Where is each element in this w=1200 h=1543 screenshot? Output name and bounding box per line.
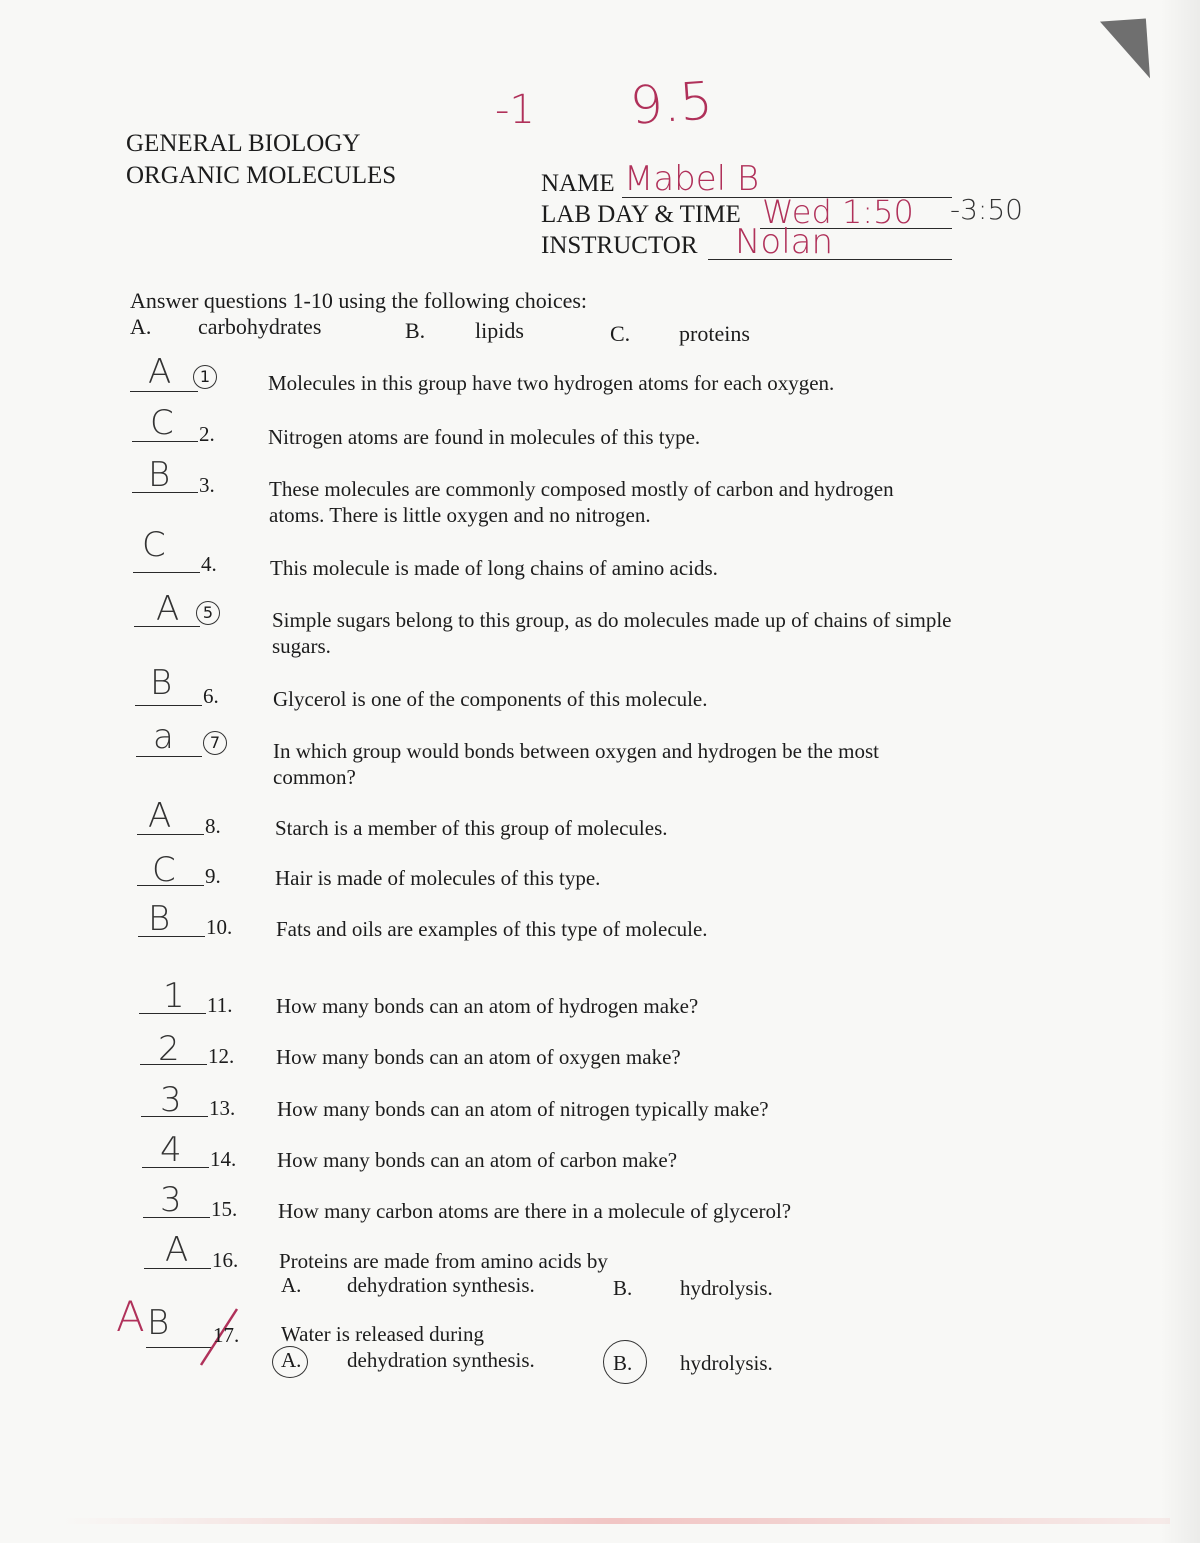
answer-6: B	[150, 663, 173, 703]
question-text-12: How many bonds can an atom of oxygen make?	[276, 1045, 681, 1069]
question-number: 10.	[206, 915, 233, 939]
q17-choice-a-letter: A.	[281, 1348, 302, 1372]
answer-8: A	[148, 796, 172, 836]
question-number: 13.	[209, 1096, 236, 1120]
q17-choice-b-label: hydrolysis.	[680, 1351, 773, 1375]
answer-5: A	[156, 589, 180, 629]
grade-deduction: -1	[495, 87, 535, 133]
choice-b-letter: B.	[405, 318, 426, 343]
question-text-3: These molecules are commonly composed mostly of carbon and hydrogen atoms. There is little oxygen and no nitrogen.	[269, 477, 894, 527]
answer-14: 4	[160, 1130, 182, 1170]
q17-choice-b-letter: B.	[613, 1351, 633, 1375]
q17-choice-a-label: dehydration synthesis.	[347, 1348, 535, 1372]
question-text-8: Starch is a member of this group of molecules.	[275, 816, 668, 840]
page-bottom-edge	[60, 1518, 1170, 1524]
question-number: 4.	[201, 552, 217, 576]
course-title: GENERAL BIOLOGY	[126, 130, 361, 157]
worksheet-title: ORGANIC MOLECULES	[126, 162, 397, 189]
name-label: NAME	[541, 170, 615, 197]
lab-day-value: Wed 1:50	[762, 193, 914, 231]
question-text-6: Glycerol is one of the components of this molecule.	[273, 687, 708, 711]
q16-choice-b-letter: B.	[613, 1276, 633, 1300]
q16-choice-b-label: hydrolysis.	[680, 1276, 773, 1300]
instructor-label: INSTRUCTOR	[541, 232, 698, 259]
name-value: Mabel B	[624, 159, 760, 199]
answer-17: B	[147, 1303, 170, 1343]
question-number: 12.	[208, 1044, 235, 1068]
question-text-14: How many bonds can an atom of carbon make?	[277, 1148, 678, 1172]
answer-12: 2	[158, 1029, 180, 1069]
question-number-circled: 1	[193, 365, 217, 389]
question-number: 17.	[213, 1323, 240, 1347]
question-number: 14.	[210, 1147, 237, 1171]
answer-7: a	[153, 717, 174, 757]
choice-a-label: carbohydrates	[198, 314, 322, 339]
question-number: 15.	[211, 1197, 238, 1221]
question-text-10: Fats and oils are examples of this type of molecule.	[276, 917, 708, 941]
question-text-17: Water is released during	[281, 1322, 484, 1346]
instructor-value: Nolan	[735, 222, 834, 262]
question-number: 8.	[205, 814, 221, 838]
choice-c-label: proteins	[679, 321, 750, 346]
answer-4: C	[142, 525, 166, 565]
question-number: 16.	[212, 1248, 239, 1272]
answer-3: B	[148, 455, 171, 495]
answer-line	[135, 705, 202, 706]
question-number-circled: 5	[196, 601, 220, 625]
answer-11: 1	[163, 976, 185, 1016]
choice-c-letter: C.	[610, 321, 631, 346]
question-number: 3.	[199, 473, 215, 497]
answer-9: C	[152, 850, 176, 890]
question-text-4: This molecule is made of long chains of amino acids.	[270, 556, 718, 580]
question-text-15: How many carbon atoms are there in a molecule of glycerol?	[278, 1199, 792, 1223]
answer-10: B	[148, 899, 171, 939]
answer-13: 3	[160, 1080, 182, 1120]
answer-2: C	[150, 403, 174, 443]
choice-a-letter: A.	[130, 314, 152, 339]
question-number-circled: 7	[203, 731, 227, 755]
question-text-9: Hair is made of molecules of this type.	[275, 866, 601, 890]
answer-15: 3	[160, 1180, 182, 1220]
q16-choice-a-label: dehydration synthesis.	[347, 1273, 535, 1297]
answer-17-correction: A	[116, 1292, 145, 1341]
lab-time-end: -3:50	[950, 193, 1023, 226]
question-text-2: Nitrogen atoms are found in molecules of this type.	[268, 425, 701, 449]
lab-day-label: LAB DAY & TIME	[541, 201, 741, 228]
question-number: 11.	[207, 993, 233, 1017]
grade-score: 9.5	[628, 71, 715, 137]
choice-b-label: lipids	[475, 318, 524, 343]
question-number: 9.	[205, 864, 221, 888]
q16-choice-a-letter: A.	[281, 1273, 302, 1297]
instructions-text: Answer questions 1-10 using the following choices:	[130, 288, 588, 313]
question-text-1: Molecules in this group have two hydrogen atoms for each oxygen.	[268, 371, 835, 395]
question-text-11: How many bonds can an atom of hydrogen make?	[276, 994, 699, 1018]
answer-1: A	[148, 352, 172, 392]
question-text-7: In which group would bonds between oxygen and hydrogen be the most common?	[273, 739, 879, 789]
corner-mark	[1100, 18, 1150, 81]
page-edge-shadow	[1160, 0, 1200, 1543]
question-number: 6.	[203, 684, 219, 708]
question-text-5: Simple sugars belong to this group, as do molecules made up of chains of simple sugars.	[272, 608, 952, 658]
answer-line	[133, 572, 200, 573]
question-number: 2.	[199, 422, 215, 446]
question-text-16: Proteins are made from amino acids by	[279, 1249, 608, 1273]
answer-16: A	[165, 1230, 189, 1270]
question-text-13: How many bonds can an atom of nitrogen typically make?	[277, 1097, 769, 1121]
